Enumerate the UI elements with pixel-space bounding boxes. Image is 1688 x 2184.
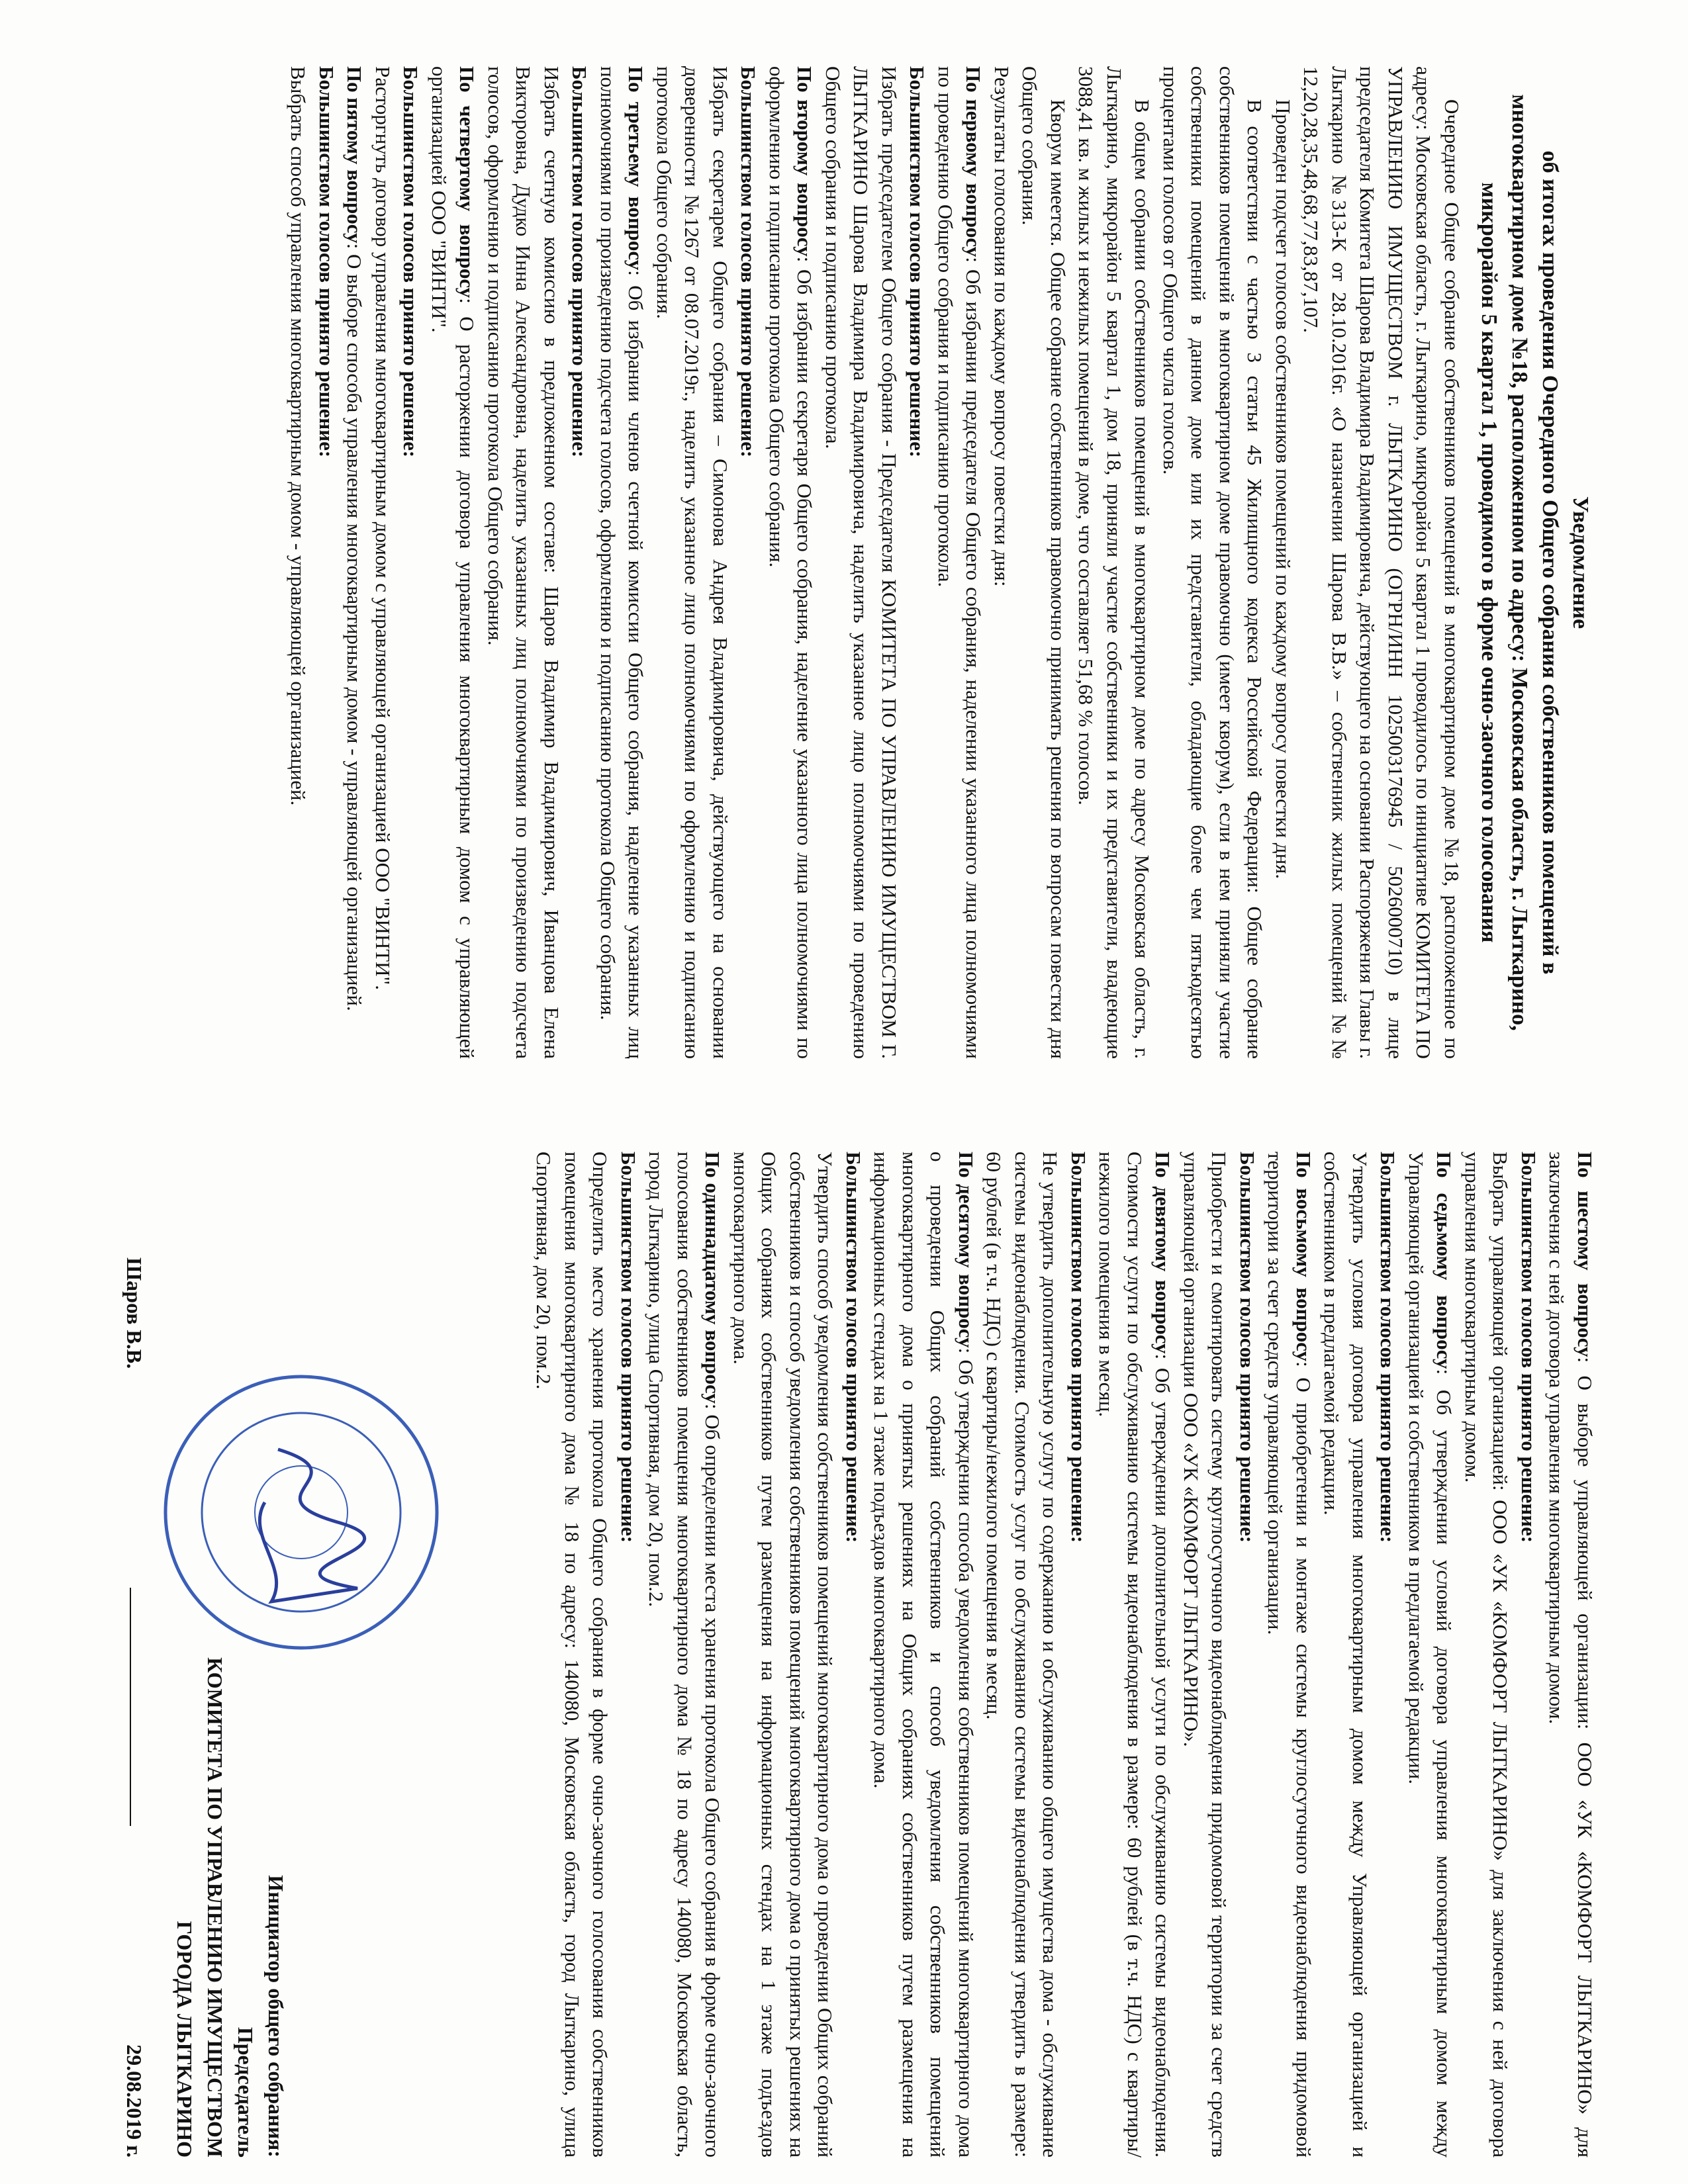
question-label: По шестому вопросу	[1573, 1152, 1597, 1357]
paragraph: Проведен подсчет голосов собственников помещений по каждому вопросу повестки дня.	[1272, 99, 1295, 880]
question-text: : О приобретении и монтаже системы круглосуточного видеонаблюдения придомовой территории за счет средств управляющей организации.	[1264, 1152, 1315, 2158]
initiator-city: ГОРОДА ЛЫТКАРИНО	[173, 1921, 197, 2158]
vote-result-label: Большинством голосов принято решение	[842, 1152, 865, 1536]
question-text: : Об определении места хранения протокола Общего собрания в форме очно-заочного голосования собственников помещения многоквартирного дома № 18 по адресу 140080, Московская область, город Лыткарино, улица Спортивная, дом 20, пом.2.	[645, 1152, 725, 2158]
initiator-label: Инициатор общего собрания:	[264, 1875, 288, 2158]
document-title	[1474, 66, 1595, 1059]
agenda-question	[340, 66, 369, 1059]
agenda-question	[1542, 1152, 1599, 2158]
decision-text: Определить место хранения протокола Общего собрания в форме очно-заочного голосования собственников помещения многоквартирного дома № 18 по адресу: 140080, Московская область, город Лыткарино, улица Спортивная, дом 20, пом.2.	[532, 1152, 612, 2158]
agenda-question	[594, 66, 650, 1059]
paragraph: В соответствии с частью 3 статьи 45 Жилищного кодекса Российской Федерации: Общее собрание собственников помещений в многоквартирном доме правомочно (имеет кворум), если в нем приняли участие собственники помещений в данном доме или их представители, обладающие более чем пятьюдесятью процентами голосов от Общего числа голосов.	[1159, 66, 1267, 1059]
decision-text: Расторгнуть договор управления многоквартирным домом с управляющей организацией ООО "ВИНТИ".	[371, 66, 395, 990]
vote-result: Большинством голосов принято решение:	[1067, 1152, 1090, 1543]
question-text: : Об избрании секретаря Общего собрания, наделение указанного лица полномочиями по оформлению и подписанию протокола Общего собрания.	[765, 66, 817, 1059]
question-text: : О расторжении договора управления многоквартирным домом с управляющей организацией ООО "ВИНТИ".	[428, 66, 479, 1059]
vote-result: Большинством голосов принято решение:	[617, 1152, 640, 1543]
question-label: По седьмому вопросу	[1432, 1152, 1456, 1369]
question-text: : Об избрании членов счетной комиссии Общего собрания, наделение указанных лиц полномочиями по произведению подсчета голосов, оформлению и подписанию протокола Общего собрания.	[596, 66, 648, 1060]
decision-text: Утвердить способ уведомления собственников помещений многоквартирного дома о проведении Общих собраний собственников и способ уведомления собственников помещений многоквартирного дома о принятых решениях на Общих собраниях собственников путем размещения на информационных стендах на 1 этаже подъездов многоквартирного дома.	[729, 1152, 837, 2158]
initiator-role: Председатель	[234, 2026, 258, 2158]
agenda-question	[1261, 1152, 1317, 2158]
decision-text: Избрать счетную комиссию в предложенном составе: Шаров Владимир Владимирович, Иванцова Елена Викторовна, Дудко Инна Александровна, наделить указанных лиц полномочиями по произведению подсчета голосов, оформлению и подписанию протокола Общего собрания.	[484, 66, 563, 1059]
vote-result: Большинством голосов принято решение:	[315, 66, 338, 458]
right-body	[530, 1152, 1599, 2158]
title-line: Уведомление	[1568, 496, 1593, 629]
decision-text: Приобрести и смонтировать систему круглосуточного видеонаблюдения придомовой территории за счет средств управляющей организации ООО «УК «КОМФОРТ ЛЫТКАРИНО».	[1180, 1152, 1231, 2158]
stamp-inner-ring	[202, 1413, 400, 1612]
agenda-question	[1402, 1152, 1458, 2158]
signature-row	[119, 1257, 150, 2158]
vote-result: Большинством голосов принято решение:	[568, 66, 592, 458]
left-column	[284, 66, 1595, 1059]
question-text: : Об утверждении способа уведомления собственников помещений многоквартирного дома о проведении Общих собраний собственников и способ уведомления собственников помещений многоквартирного дома о принятых решениях на Общих собраниях собственников путем размещения на информационных стендах на 1 этаже подъездов многоквартирного дома.	[870, 1152, 978, 2158]
signature-line	[130, 1588, 150, 1826]
decision-text: Избрать секретарем Общего собрания – Симонова Андрея Владимировича, действующего на основании доверенности №1267 от 08.07.2019г., наделить указанное лицо полномочиями по оформлению и подписанию протокола Общего собрания.	[653, 66, 732, 1059]
question-label: По восьмому вопросу	[1292, 1152, 1315, 1362]
title-line: об итогах проведения Очередного Общего собрания собственников помещений в	[1538, 150, 1562, 975]
vote-result-label: Большинством голосов принято решение	[568, 66, 592, 451]
decision-text: Утвердить условия договора управления многоквартирным домом между Управляющей организацией и собственником в предлагаемой редакции.	[1320, 1152, 1372, 2158]
vote-result: Большинством голосов принято решение:	[1236, 1152, 1259, 1543]
vote-result-label: Большинством голосов принято решение	[315, 66, 338, 451]
question-label: По первому вопросу	[962, 66, 986, 257]
question-label: По второму вопросу	[793, 66, 817, 257]
vote-result-label: Большинством голосов принято решение	[737, 66, 761, 451]
organization-stamp	[159, 1370, 444, 1655]
vote-result: Большинством голосов принято решение:	[842, 1152, 865, 1543]
paragraph: Кворум имеется. Общее собрание собственников правомочно принимать решения по вопросам повестки дня Общего собрания.	[1018, 66, 1070, 1059]
decision-text: Выбрать управляющей организацией: ООО «УК «КОМФОРТ ЛЫТКАРИНО» для заключения с ней договора управления многоквартирным домом.	[1461, 1152, 1513, 2158]
question-text: : Об утверждении условий договора управления многоквартирным домом между Управляющей организацией и собственником в предлагаемой редакции.	[1405, 1152, 1456, 2158]
title-line: микрорайон 5 квартал 1, проводимого в форме очно-заочного голосования	[1477, 182, 1501, 943]
agenda-question	[1092, 1152, 1177, 2158]
initiator-org: КОМИТЕТА ПО УПРАВЛЕНИЮ ИМУЩЕСТВОМ	[203, 1657, 227, 2158]
title-line: многоквартирном доме №18, расположенном по адресу: Московская область, г. Лыткарино,	[1507, 94, 1532, 1031]
vote-result: Большинством голосов принято решение:	[737, 66, 761, 458]
decision-text: Не утвердить дополнительную услугу по содержанию и обслуживанию общего имущества дома - обслуживание системы видеонаблюдения. Стоимость услуг по обслуживанию системы видеонаблюдения утвердить в размере: 60 рублей (в т.ч. НДС) с квартиры/нежилого помещения в месяц.	[982, 1152, 1062, 2158]
signer-name: Шаров В.В.	[122, 1257, 146, 1369]
vote-result: Большинством голосов принято решение:	[906, 66, 929, 458]
decision-text: Выбрать способ управления многоквартирным домом - управляющей организацией.	[287, 66, 310, 806]
signature-date: 29.08.2019 г.	[122, 2044, 146, 2158]
agenda-question	[425, 66, 481, 1059]
question-label: По четвертому вопросу	[455, 66, 479, 298]
vote-result-label: Большинством голосов принято решение	[617, 1152, 640, 1536]
paragraph: Очередное Общее собрание собственников помещений в многоквартирном доме №18, расположенное по адресу: Московская область, г. Лыткарино, микрорайон 5 квартал 1 проводилось по инициативе КОМИТЕТА ПО УПРАВЛЕНИЮ ИМУЩЕСТВОМ г. ЛЫТКАРИНО (ОГРН/ИНН 1025003176945 / 5026000710) в лице председателя Комитета Шарова Владимира Владимировича, действующего на основании Распоряжения Главы г. Лыткарино №313-К от 28.10.2016г. «О назначении Шарова В.В.» – собственник жилых помещений №№ 12,20,28,35,48,68,77,83,87,107.	[1299, 66, 1464, 1059]
agenda-question	[931, 66, 988, 1059]
paragraph: В общем собрании собственников помещений в многоквартирном доме по адресу Московская область, г. Лыткарино, микрорайон 5 квартал 1, дом 18, приняли участие собственники и их представители, владеющие 3088,41 кв. м жилых и нежилых помещений в доме, что составляет 51,68 % голосов.	[1074, 66, 1154, 1059]
vote-result-label: Большинством голосов принято решение	[1067, 1152, 1090, 1536]
paragraph: Результаты голосования по каждому вопросу повестки дня:	[990, 66, 1013, 587]
agenda-question	[642, 1152, 727, 2158]
question-text: : О выборе способа управления многоквартирным домом - управляющей организацией.	[343, 243, 367, 1011]
decision-text: Избрать председателем Общего собрания - Председателя КОМИТЕТА ПО УПРАВЛЕНИЮ ИМУЩЕСТВОМ Г. ЛЫТКАРИНО Шарова Владимира Владимировича, наделить указанное лицо полномочиями по проведению Общего собрания и подписанию протокола.	[821, 66, 901, 1059]
vote-result-label: Большинством голосов принято решение	[1376, 1152, 1400, 1536]
vote-result-label: Большинством голосов принято решение	[1517, 1152, 1540, 1536]
vote-result-label: Большинством голосов принято решение	[399, 66, 423, 451]
agenda-question	[867, 1152, 980, 2158]
question-text: : О выборе управляющей организации: ООО «УК «КОМФОРТ ЛЫТКАРИНО» для заключения с ней договора управления многоквартирным домом.	[1545, 1152, 1597, 2158]
vote-result-label: Большинством голосов принято решение	[906, 66, 929, 451]
stamp-center-ring	[255, 1466, 348, 1559]
stamp-outer-ring	[165, 1377, 437, 1648]
vote-result: Большинством голосов принято решение:	[399, 66, 423, 458]
handwritten-signature	[259, 1449, 364, 1602]
vote-result-label: Большинством голосов принято решение	[1236, 1152, 1259, 1536]
question-text: : Об избрании председателя Общего собрания, наделении указанного лица полномочиями по проведению Общего собрания и подписанию протокола.	[934, 66, 986, 1060]
vote-result: Большинством голосов принято решение:	[1376, 1152, 1400, 1543]
question-label: По пятому вопросу	[343, 66, 367, 244]
agenda-question	[763, 66, 819, 1059]
question-label: По одиннадцатому вопросу	[701, 1152, 725, 1404]
question-label: По третьему вопросу	[624, 66, 648, 271]
question-label: По девятому вопросу	[1151, 1152, 1175, 1354]
left-body	[284, 66, 1466, 1059]
question-text: : Об утверждении дополнительной услуги по обслуживанию системы видеонаблюдения. Стоимости услуги по обслуживанию системы видеонаблюдения в размере: 60 рублей (в т.ч. НДС) с квартиры/нежилого помещения в месяц.	[1095, 1152, 1175, 2158]
vote-result: Большинством голосов принято решение:	[1517, 1152, 1540, 1543]
right-column	[530, 1152, 1599, 2158]
question-label: По десятому вопросу	[955, 1152, 978, 1348]
